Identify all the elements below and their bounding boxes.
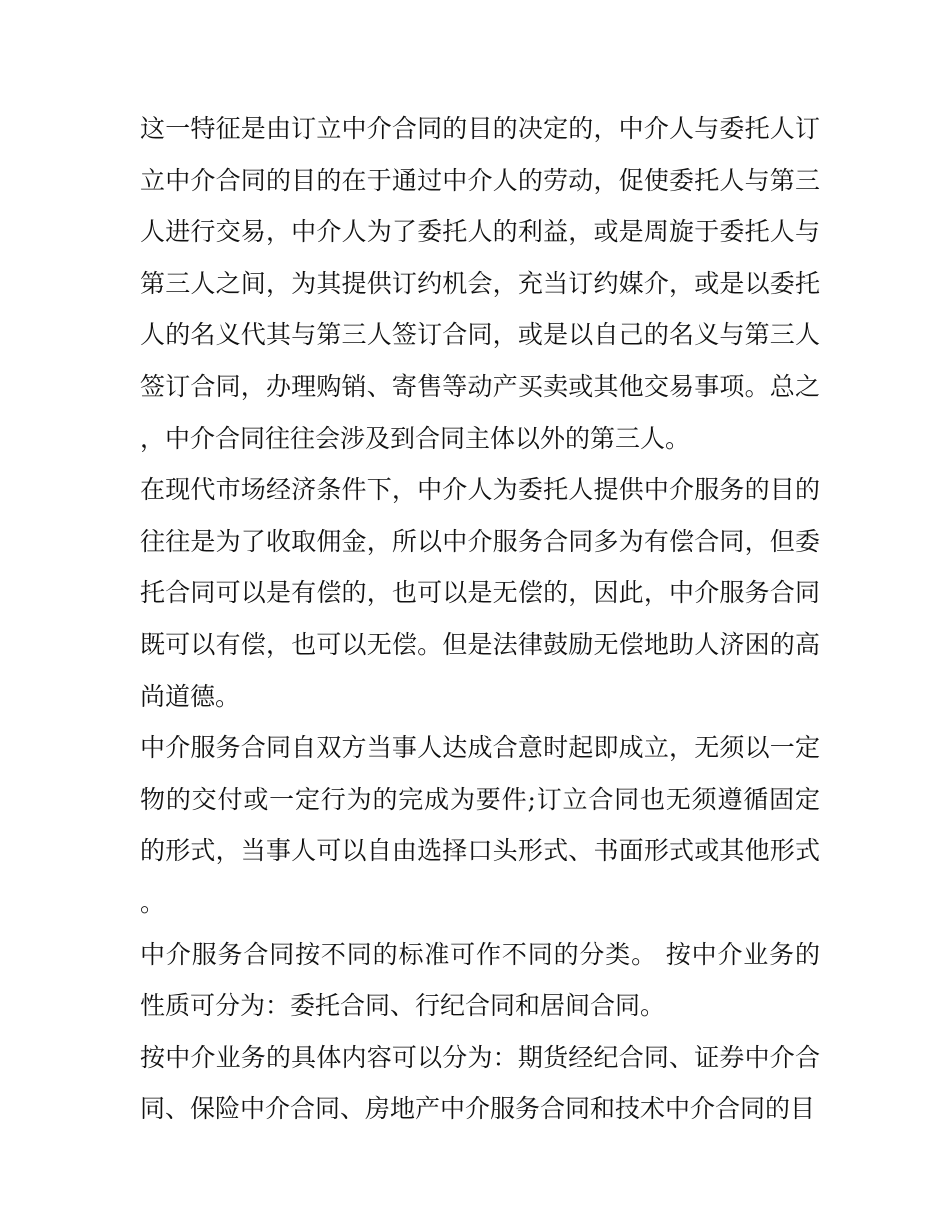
- paragraph: 这一特征是由订立中介合同的目的决定的，中介人与委托人订立中介合同的目的在于通过中介人的劳动，促使委托人与第三人进行交易，中介人为了委托人的利益，或是周旋于委托人与第三人之间，为其提供订约机会，充当订约媒介，或是以委托人的名义代其与第三人签订合同，或是以自己的名义与第三人签订合同，办理购销、寄售等动产买卖或其他交易事项。总之，中介合同往往会涉及到合同主体以外的第三人。: [140, 114, 820, 453]
- paragraph: 在现代市场经济条件下，中介人为委托人提供中介服务的目的往往是为了收取佣金，所以中介服务合同多为有偿合同，但委托合同可以是有偿的，也可以是无偿的，因此，中介服务合同既可以有偿，也可以无偿。但是法律鼓励无偿地助人济困的高尚道德。: [140, 475, 820, 711]
- document-body: [140, 103, 820, 1135]
- paragraph: 中介服务合同自双方当事人达成合意时起即成立，无须以一定物的交付或一定行为的完成为要件;订立合同也无须遵循固定的形式，当事人可以自由选择口头形式、书面形式或其他形式。: [140, 733, 820, 917]
- paragraph: 按中介业务的具体内容可以分为：期货经纪合同、证券中介合同、保险中介合同、房地产中介服务合同和技术中介合同的目: [140, 1042, 820, 1124]
- paragraph: 中介服务合同按不同的标准可作不同的分类。 按中介业务的性质可分为：委托合同、行纪合同和居间合同。: [140, 939, 820, 1021]
